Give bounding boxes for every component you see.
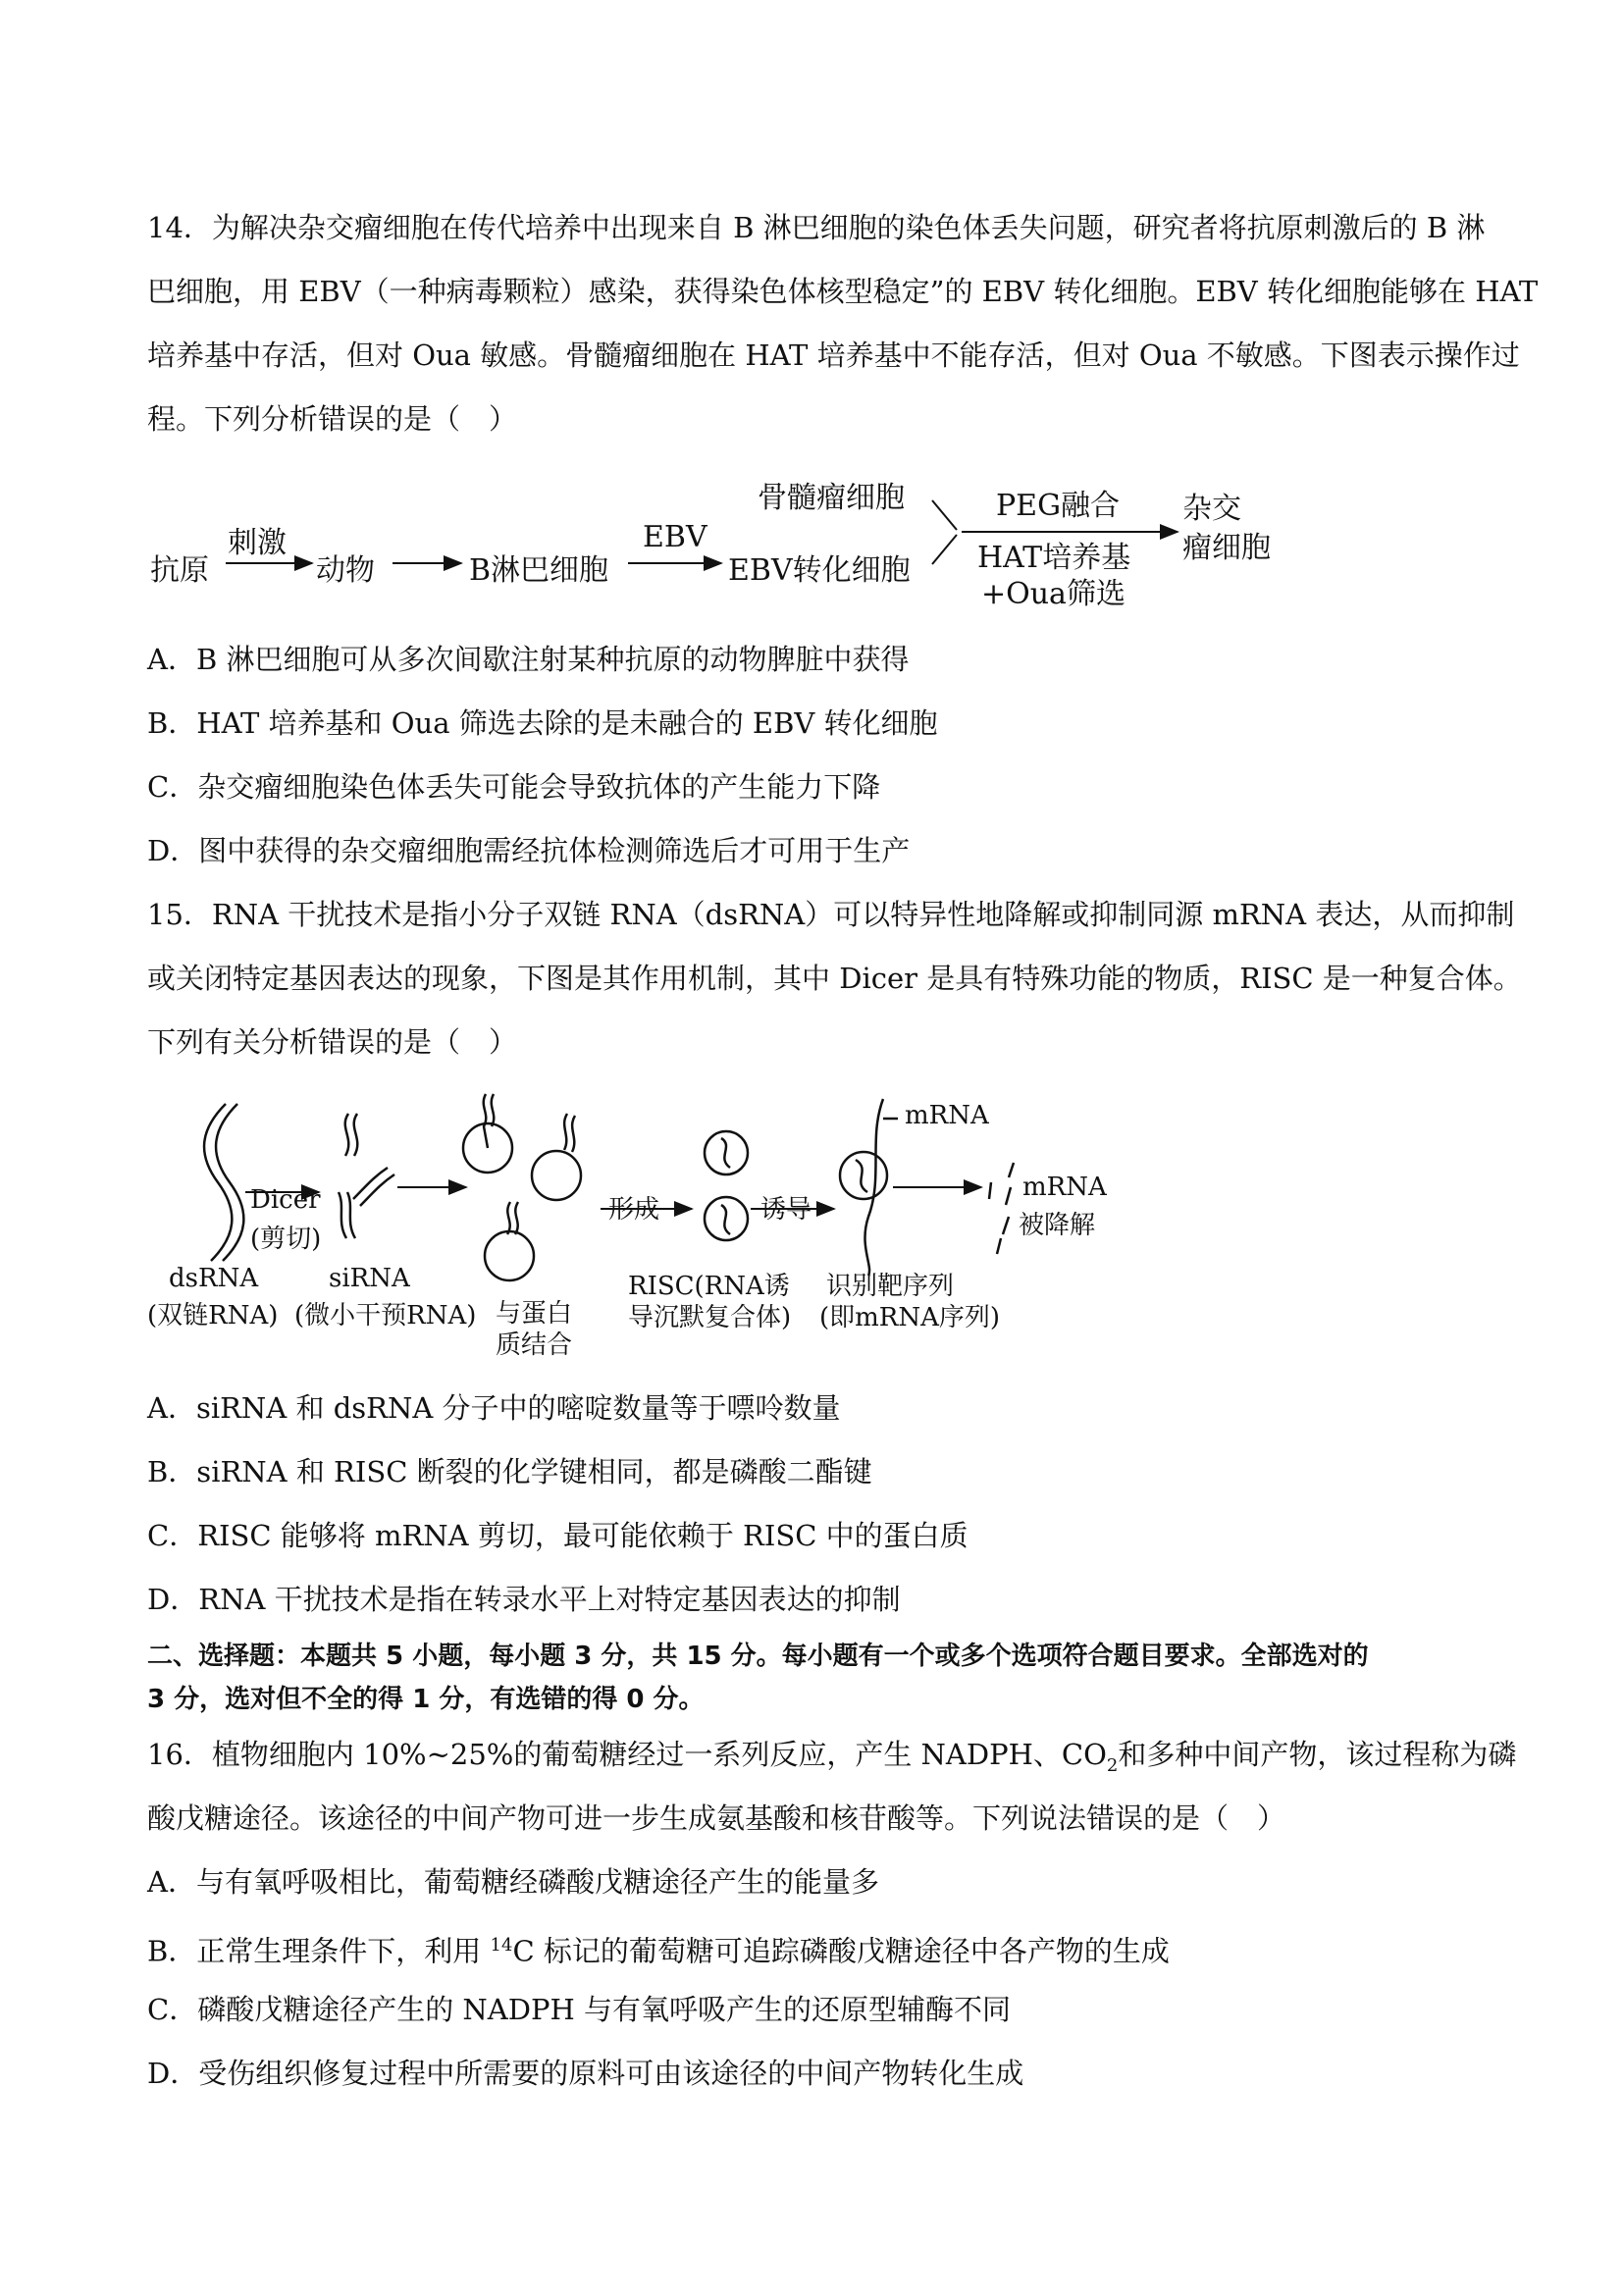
protein-circle-3 — [485, 1231, 534, 1280]
q14-option-a: A．B 淋巴细胞可从多次间歇注射某种抗原的动物脾脏中获得 — [147, 643, 910, 676]
q15-option-d: D．RNA 干扰技术是指在转录水平上对特定基因表达的抑制 — [147, 1583, 901, 1616]
label-dsrna-note: (双链RNA) — [147, 1301, 279, 1331]
sirna-fragment-5 — [339, 1192, 346, 1238]
q15-option-b: B．siRNA 和 RISC 断裂的化学键相同，都是磷酸二酯键 — [147, 1455, 872, 1488]
q14-stem-line-2: 巴细胞，用 EBV（一种病毒颗粒）感染，获得染色体核型稳定”的 EBV 转化细胞。EBV 转化细胞能够在 HAT — [147, 275, 1539, 308]
mrna-piece-4 — [1003, 1217, 1009, 1234]
q16-option-c: C．磷酸戊糖途径产生的 NADPH 与有氧呼吸产生的还原型辅酶不同 — [147, 1993, 1011, 2026]
label-risc-1: RISC(RNA诱 — [628, 1272, 790, 1301]
label-stimulate: 刺激 — [228, 526, 287, 560]
q16-stem-1b: 和多种中间产物，该过程称为磷 — [1118, 1738, 1517, 1771]
label-b-cell: B淋巴细胞 — [469, 553, 609, 588]
q14-option-d: D．图中获得的杂交瘤细胞需经抗体检测筛选后才可用于生产 — [147, 834, 911, 867]
protein-sirna-1b — [492, 1094, 495, 1126]
label-bind-2: 质结合 — [496, 1331, 573, 1360]
label-risc-2: 导沉默复合体) — [628, 1303, 792, 1332]
protein-sirna-2b — [572, 1116, 575, 1152]
sirna-fragment-1 — [345, 1114, 349, 1156]
label-ebv: EBV — [643, 520, 707, 554]
label-ebv-cell: EBV转化细胞 — [728, 553, 911, 588]
risc-on-target — [840, 1152, 887, 1199]
label-form: 形成 — [608, 1195, 660, 1225]
label-animal: 动物 — [316, 553, 375, 588]
q16-option-b-post: C 标记的葡萄糖可追踪磷酸戊糖途径中各产物的生成 — [512, 1934, 1170, 1968]
label-myeloma: 骨髓瘤细胞 — [758, 481, 905, 515]
label-hat: HAT培养基 — [977, 541, 1131, 575]
label-mrna-deg-2: 被降解 — [1019, 1211, 1096, 1240]
protein-circle-2 — [532, 1151, 581, 1200]
label-mrna: mRNA — [905, 1101, 989, 1130]
q15-stem-line-3: 下列有关分析错误的是（ ） — [147, 1025, 518, 1059]
label-bind-1: 与蛋白 — [496, 1299, 573, 1329]
label-oua: +Oua筛选 — [981, 577, 1126, 611]
q16-stem-line-1 — [147, 1735, 1516, 1786]
sirna-fragment-4 — [360, 1174, 394, 1206]
dsrna-strand-2 — [216, 1104, 243, 1261]
protein-sirna-3b — [515, 1202, 518, 1234]
q15-stem-line-2: 或关闭特定基因表达的现象，下图是其作用机制，其中 Dicer 是具有特殊功能的物质，RISC 是一种复合体。 — [147, 962, 1522, 995]
q16-option-a: A．与有氧呼吸相比，葡萄糖经磷酸戊糖途径产生的能量多 — [147, 1865, 879, 1899]
target-mrna-strand — [864, 1099, 883, 1276]
section-2-heading-line-1: 二、选择题：本题共 5 小题，每小题 3 分，共 15 分。每小题有一个或多个选项符合题目要求。全部选对的 — [147, 1642, 1369, 1671]
risc-inner-2 — [721, 1205, 730, 1234]
q14-stem-line-1: 14．为解决杂交瘤细胞在传代培养中出现来自 B 淋巴细胞的染色体丢失问题，研究者将抗原刺激后的 B 淋 — [147, 211, 1486, 244]
label-peg: PEG融合 — [996, 489, 1121, 523]
q16-stem-sub: 2 — [1106, 1754, 1119, 1776]
mrna-piece-5 — [997, 1238, 1001, 1254]
q16-stem-line-2: 酸戊糖途径。该途径的中间产物可进一步生成氨基酸和核苷酸等。下列说法错误的是（ ） — [147, 1801, 1286, 1835]
label-antigen: 抗原 — [150, 553, 209, 588]
q16-option-b-pre: B．正常生理条件下，利用 — [147, 1934, 491, 1968]
label-cut: (剪切) — [250, 1225, 322, 1254]
q15-stem-line-1: 15．RNA 干扰技术是指小分子双链 RNA（dsRNA）可以特异性地降解或抑制同源 mRNA 表达，从而抑制 — [147, 898, 1515, 931]
label-mrna-deg-1: mRNA — [1022, 1173, 1107, 1202]
q16-option-d: D．受伤组织修复过程中所需要的原料可由该途径的中间产物转化生成 — [147, 2057, 1024, 2090]
label-hybrid-2: 瘤细胞 — [1182, 531, 1271, 565]
q14-stem-line-3: 培养基中存活，但对 Oua 敏感。骨髓瘤细胞在 HAT 培养基中不能存活，但对 Oua 不敏感。下图表示操作过 — [147, 339, 1520, 372]
mrna-piece-2 — [1006, 1187, 1011, 1205]
dsrna-strand-1 — [204, 1104, 232, 1261]
label-induce: 诱导 — [760, 1195, 812, 1225]
protein-sirna-1a — [484, 1094, 488, 1148]
q14-option-c: C．杂交瘤细胞染色体丢失可能会导致抗体的产生能力下降 — [147, 770, 881, 804]
label-sirna: siRNA — [329, 1264, 410, 1293]
label-hybrid-1: 杂交 — [1182, 492, 1241, 526]
section-2-heading-line-2: 3 分，选对但不全的得 1 分，有选错的得 0 分。 — [147, 1685, 705, 1714]
q15-option-c: C．RISC 能够将 mRNA 剪切，最可能依赖于 RISC 中的蛋白质 — [147, 1519, 969, 1552]
q16-option-b-sup: 14 — [490, 1935, 513, 1956]
sirna-fragment-2 — [354, 1114, 358, 1156]
protein-sirna-2a — [564, 1114, 567, 1150]
mrna-piece-1 — [1009, 1163, 1014, 1177]
label-sirna-note: (微小干预RNA) — [294, 1301, 477, 1331]
protein-sirna-3a — [507, 1202, 510, 1234]
mrna-piece-3 — [989, 1182, 991, 1199]
q14-option-b: B．HAT 培养基和 Oua 筛选去除的是未融合的 EBV 转化细胞 — [147, 706, 938, 740]
label-recog-1: 识别靶序列 — [826, 1272, 955, 1301]
q15-option-a: A．siRNA 和 dsRNA 分子中的嘧啶数量等于嘌呤数量 — [147, 1391, 841, 1425]
label-recog-2: (即mRNA序列) — [819, 1303, 1001, 1332]
q16-option-b — [147, 1926, 1170, 1971]
risc-on-target-inner — [856, 1160, 867, 1192]
q16-stem-1a: 16．植物细胞内 10%~25%的葡萄糖经过一系列反应，产生 NADPH、CO — [147, 1738, 1107, 1771]
risc-inner-1 — [721, 1138, 730, 1168]
label-dicer: Dicer — [250, 1185, 321, 1215]
label-dsrna: dsRNA — [169, 1264, 259, 1293]
q14-stem-line-4: 程。下列分析错误的是（ ） — [147, 402, 518, 436]
